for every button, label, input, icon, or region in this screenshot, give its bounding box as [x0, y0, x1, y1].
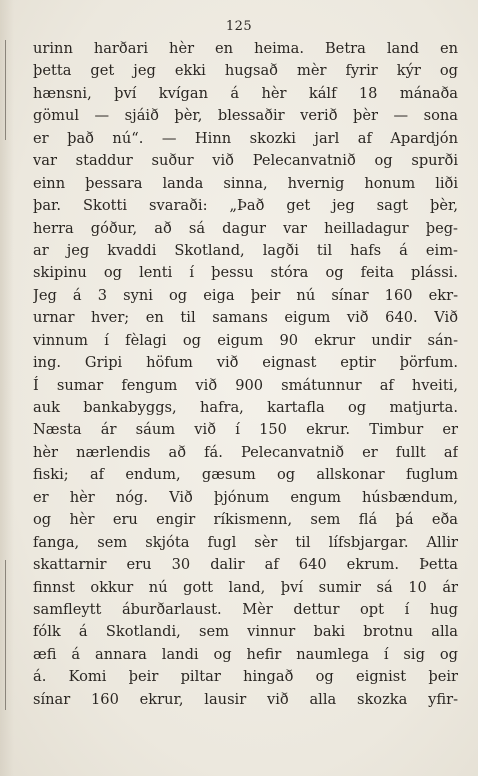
text-line: Næsta ár sáum við í 150 ekrur. Timbur er — [33, 421, 458, 439]
text-line: þetta get jeg ekki hugsað mèr fyrir kýr og — [33, 62, 458, 80]
text-line: Í sumar fengum við 900 smátunnur af hveiti, — [33, 376, 458, 394]
page-edge-mark — [5, 560, 6, 710]
text-line: þar. Skotti svaraði: „Það get jeg sagt þèr, — [33, 197, 458, 215]
text-line: skipinu og lenti í þessu stóra og feita plássi. — [33, 264, 458, 282]
text-line: fólk á Skotlandi, sem vinnur baki brotnu alla — [33, 623, 458, 641]
text-line: hèr nærlendis að fá. Pelecanvatnið er fullt af — [33, 443, 458, 461]
binding-shadow — [0, 0, 14, 776]
text-line: Jeg á 3 syni og eiga þeir nú sínar 160 ekr- — [33, 286, 458, 304]
text-line: urinn harðari hèr en heima. Betra land en — [33, 40, 458, 57]
text-line: er það nú“. — Hinn skozki jarl af Apardjón — [33, 129, 458, 147]
text-line: hænsni, því kvígan á hèr kálf 18 mánaða — [33, 84, 458, 102]
body-text — [33, 38, 458, 711]
text-line: fanga, sem skjóta fugl sèr til lífsbjargar. Allir — [33, 533, 458, 551]
text-line: á. Komi þeir piltar hingað og eignist þeir — [33, 668, 458, 686]
text-line: ing. Gripi höfum við eignast eptir þörfum. — [33, 354, 458, 372]
text-line: sínar 160 ekrur, lausir við alla skozka yfir- — [33, 690, 458, 708]
text-line: finnst okkur nú gott land, því sumir sá 10 ár — [33, 578, 458, 596]
text-line: einn þessara landa sinna, hvernig honum liði — [33, 174, 458, 192]
text-line: er hèr nóg. Við þjónum engum húsbændum, — [33, 488, 458, 506]
page-edge-mark — [5, 40, 6, 140]
text-line: var staddur suður við Pelecanvatnið og spurði — [33, 152, 458, 170]
text-line: skattarnir eru 30 dalir af 640 ekrum. Þetta — [33, 556, 458, 574]
text-line: vinnum í fèlagi og eigum 90 ekrur undir sán- — [33, 331, 458, 349]
text-line: herra góður, að sá dagur var heilladagur þeg- — [33, 219, 458, 237]
text-line: gömul — sjáið þèr, blessaðir verið þèr — sona — [33, 107, 458, 125]
text-line: ar jeg kvaddi Skotland, lagði til hafs á eim- — [33, 241, 458, 259]
text-line: og hèr eru engir ríkismenn, sem flá þá eða — [33, 511, 458, 529]
text-line: samfleytt áburðarlaust. Mèr dettur opt í hug — [33, 600, 458, 618]
text-line: urnar hver; en til samans eigum við 640. Við — [33, 309, 458, 327]
page-number: 125 — [225, 19, 253, 34]
text-line: auk bankabyggs, hafra, kartafla og matjurta. — [33, 399, 458, 416]
text-line: fiski; af endum, gæsum og allskonar fuglum — [33, 466, 458, 484]
text-line: æfi á annara landi og hefir naumlega í sig og — [33, 645, 458, 663]
